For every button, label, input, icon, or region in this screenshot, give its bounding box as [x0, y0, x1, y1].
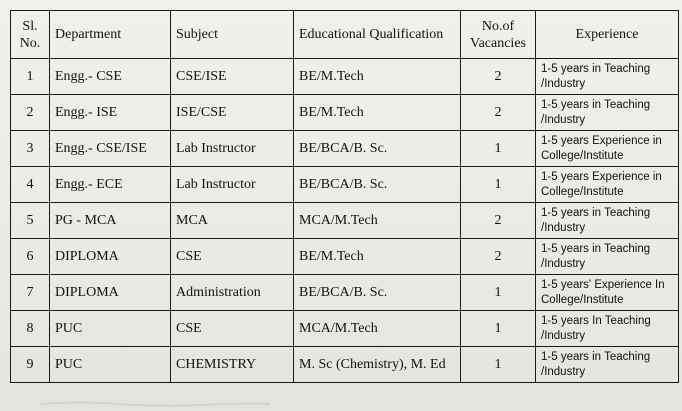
cell-qualification: MCA/M.Tech [294, 311, 461, 347]
cell-sl-no: 2 [11, 95, 50, 131]
header-row [11, 11, 679, 59]
table-row [11, 59, 679, 95]
cell-subject: CSE [171, 239, 294, 275]
cell-experience: 1-5 years in Teaching /Industry [536, 95, 679, 131]
cell-department: DIPLOMA [50, 275, 171, 311]
cell-sl-no: 6 [11, 239, 50, 275]
cell-experience: 1-5 years in Teaching /Industry [536, 203, 679, 239]
cell-department: PUC [50, 347, 171, 383]
header-vac-label-1: No.of [481, 18, 515, 34]
cell-experience: 1-5 years Experience in College/Institute [536, 131, 679, 167]
cell-department: Engg.- CSE/ISE [50, 131, 171, 167]
cell-qualification: M. Sc (Chemistry), M. Ed [294, 347, 461, 383]
cell-qualification: MCA/M.Tech [294, 203, 461, 239]
header-vac-label-2: Vacancies [470, 35, 526, 51]
cell-sl-no: 4 [11, 167, 50, 203]
table-row [11, 311, 679, 347]
cell-sl-no: 1 [11, 59, 50, 95]
cell-subject: MCA [171, 203, 294, 239]
cell-qualification: BE/M.Tech [294, 239, 461, 275]
cell-qualification: BE/BCA/B. Sc. [294, 167, 461, 203]
cell-qualification: BE/BCA/B. Sc. [294, 275, 461, 311]
cell-vacancies: 2 [461, 203, 536, 239]
cell-experience: 1-5 years' Experience In College/Institute [536, 275, 679, 311]
table-row [11, 203, 679, 239]
cell-subject: Lab Instructor [171, 131, 294, 167]
cell-department: PG - MCA [50, 203, 171, 239]
cell-subject: CHEMISTRY [171, 347, 294, 383]
cell-vacancies: 1 [461, 131, 536, 167]
header-sl-no [11, 11, 50, 59]
cell-department: Engg.- CSE [50, 59, 171, 95]
vacancy-table [10, 10, 679, 383]
cell-sl-no: 7 [11, 275, 50, 311]
cell-vacancies: 2 [461, 59, 536, 95]
scan-smudge [0, 395, 682, 411]
cell-experience: 1-5 years Experience in College/Institute [536, 167, 679, 203]
cell-department: Engg.- ISE [50, 95, 171, 131]
cell-department: Engg.- ECE [50, 167, 171, 203]
table-row [11, 95, 679, 131]
cell-sl-no: 5 [11, 203, 50, 239]
cell-vacancies: 2 [461, 95, 536, 131]
cell-experience: 1-5 years In Teaching /Industry [536, 311, 679, 347]
cell-experience: 1-5 years in Teaching /Industry [536, 347, 679, 383]
table-row [11, 131, 679, 167]
header-department: Department [50, 11, 171, 59]
cell-department: PUC [50, 311, 171, 347]
cell-subject: ISE/CSE [171, 95, 294, 131]
cell-vacancies: 1 [461, 167, 536, 203]
cell-vacancies: 1 [461, 347, 536, 383]
cell-vacancies: 2 [461, 239, 536, 275]
cell-experience: 1-5 years in Teaching /Industry [536, 59, 679, 95]
table-row [11, 275, 679, 311]
cell-subject: CSE/ISE [171, 59, 294, 95]
cell-subject: CSE [171, 311, 294, 347]
cell-sl-no: 9 [11, 347, 50, 383]
header-sl-label-2: No. [19, 35, 41, 51]
cell-vacancies: 1 [461, 311, 536, 347]
header-sl-label-1: Sl. [22, 18, 38, 34]
cell-sl-no: 3 [11, 131, 50, 167]
table-row [11, 167, 679, 203]
table-row [11, 239, 679, 275]
cell-vacancies: 1 [461, 275, 536, 311]
cell-subject: Lab Instructor [171, 167, 294, 203]
cell-qualification: BE/M.Tech [294, 95, 461, 131]
cell-experience: 1-5 years in Teaching /Industry [536, 239, 679, 275]
cell-sl-no: 8 [11, 311, 50, 347]
header-subject: Subject [171, 11, 294, 59]
cell-subject: Administration [171, 275, 294, 311]
table-row [11, 347, 679, 383]
cell-qualification: BE/M.Tech [294, 59, 461, 95]
header-vacancies [461, 11, 536, 59]
cell-qualification: BE/BCA/B. Sc. [294, 131, 461, 167]
header-experience: Experience [536, 11, 679, 59]
header-qualification: Educational Qualification [294, 11, 461, 59]
cell-department: DIPLOMA [50, 239, 171, 275]
